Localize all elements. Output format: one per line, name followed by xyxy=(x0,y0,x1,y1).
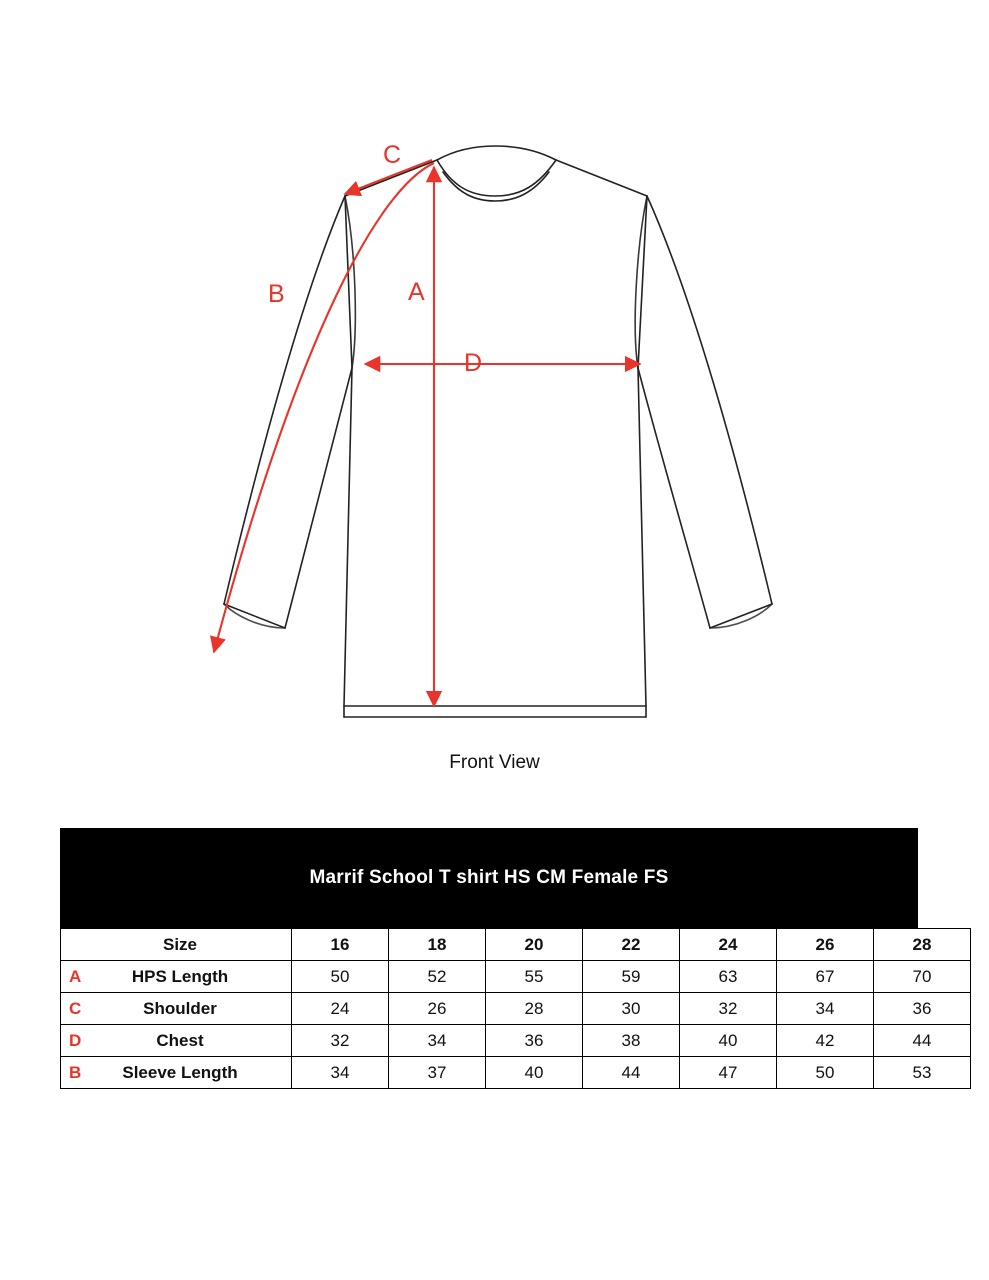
cell-shoulder-24: 32 xyxy=(680,993,777,1025)
row-text-shoulder: Shoulder xyxy=(143,998,217,1018)
row-label-sleeve-length xyxy=(61,1057,292,1089)
cell-chest-20: 36 xyxy=(486,1025,583,1057)
table-row xyxy=(61,993,971,1025)
size-chart-title: Marrif School T shirt HS CM Female FS xyxy=(60,828,918,928)
header-size-24: 24 xyxy=(680,929,777,961)
table-row xyxy=(61,1025,971,1057)
header-size-26: 26 xyxy=(777,929,874,961)
cell-chest-28: 44 xyxy=(874,1025,971,1057)
cell-chest-24: 40 xyxy=(680,1025,777,1057)
cell-chest-18: 34 xyxy=(389,1025,486,1057)
cell-hps-24: 63 xyxy=(680,961,777,993)
cell-shoulder-20: 28 xyxy=(486,993,583,1025)
callout-b-label: B xyxy=(268,280,285,308)
cell-hps-26: 67 xyxy=(777,961,874,993)
row-letter-a: A xyxy=(69,966,82,986)
cell-sleeve-28: 53 xyxy=(874,1057,971,1089)
row-label-shoulder xyxy=(61,993,292,1025)
cell-sleeve-22: 44 xyxy=(583,1057,680,1089)
header-size-20: 20 xyxy=(486,929,583,961)
callout-a-label: A xyxy=(408,278,425,306)
cell-chest-26: 42 xyxy=(777,1025,874,1057)
cell-hps-22: 59 xyxy=(583,961,680,993)
row-text-chest: Chest xyxy=(156,1030,204,1050)
size-chart xyxy=(60,828,932,1089)
cell-sleeve-24: 47 xyxy=(680,1057,777,1089)
callout-d-label: D xyxy=(464,349,483,377)
cell-sleeve-18: 37 xyxy=(389,1057,486,1089)
cell-chest-16: 32 xyxy=(292,1025,389,1057)
cell-hps-28: 70 xyxy=(874,961,971,993)
row-label-hps-length xyxy=(61,961,292,993)
cell-shoulder-16: 24 xyxy=(292,993,389,1025)
cell-shoulder-26: 34 xyxy=(777,993,874,1025)
header-size-22: 22 xyxy=(583,929,680,961)
row-letter-b: B xyxy=(69,1062,82,1082)
table-row xyxy=(61,1057,971,1089)
cell-sleeve-26: 50 xyxy=(777,1057,874,1089)
cell-shoulder-18: 26 xyxy=(389,993,486,1025)
callout-c-label: C xyxy=(383,141,402,169)
cell-hps-20: 55 xyxy=(486,961,583,993)
cell-chest-22: 38 xyxy=(583,1025,680,1057)
front-view-caption: Front View xyxy=(449,752,540,773)
size-chart-table xyxy=(60,928,971,1089)
header-size-18: 18 xyxy=(389,929,486,961)
header-size-label: Size xyxy=(61,929,292,961)
row-letter-c: C xyxy=(69,998,82,1018)
row-label-chest xyxy=(61,1025,292,1057)
cell-shoulder-28: 36 xyxy=(874,993,971,1025)
header-size-28: 28 xyxy=(874,929,971,961)
cell-shoulder-22: 30 xyxy=(583,993,680,1025)
cell-hps-18: 52 xyxy=(389,961,486,993)
table-header-row xyxy=(61,929,971,961)
cell-sleeve-20: 40 xyxy=(486,1057,583,1089)
header-size-16: 16 xyxy=(292,929,389,961)
row-text-hps-length: HPS Length xyxy=(131,966,229,986)
cell-hps-16: 50 xyxy=(292,961,389,993)
row-letter-d: D xyxy=(69,1030,82,1050)
cell-sleeve-16: 34 xyxy=(292,1057,389,1089)
row-text-sleeve-length: Sleeve Length xyxy=(122,1062,238,1082)
table-row xyxy=(61,961,971,993)
